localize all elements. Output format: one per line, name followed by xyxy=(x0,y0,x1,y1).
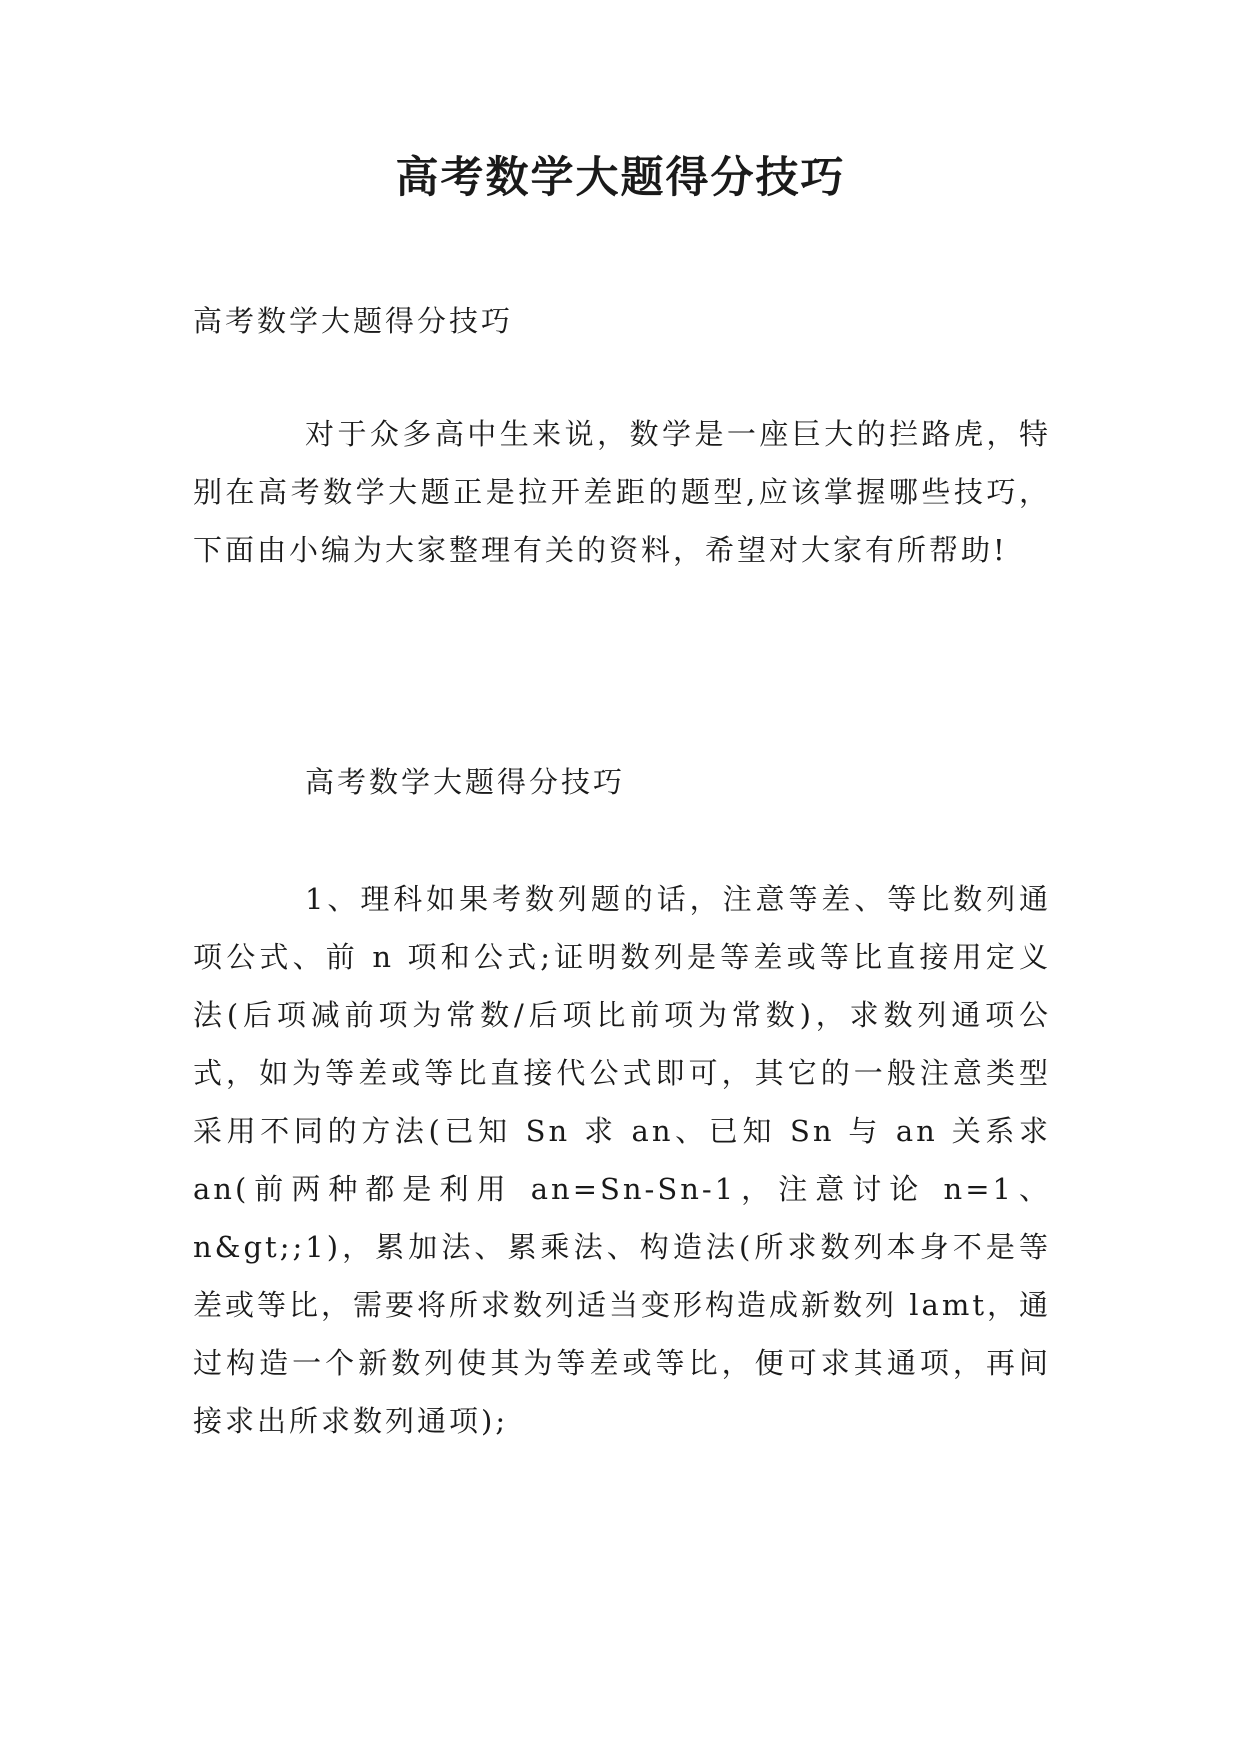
tip-item-1: 1、理科如果考数列题的话，注意等差、等比数列通项公式、前 n 项和公式;证明数列是等差或等比直接用定义法(后项减前项为常数/后项比前项为常数)，求数列通项公式，如为等差或等比直接代公式即可，其它的一般注意类型采用不同的方法(已知 Sn 求 an、已知 Sn 与 an 关系求 an(前两种都是利用 an=Sn-Sn-1，注意讨论 n=1、n&gt;;1)，累加法、累乘法、构造法(所求数列本身不是等差或等比，需要将所求数列适当变形构造成新数列 lamt，通过构造一个新数列使其为等差或等比，便可求其通项，再间接求出所求数列通项); xyxy=(193,882,1051,1438)
document-subtitle: 高考数学大题得分技巧 xyxy=(193,304,514,338)
section-heading: 高考数学大题得分技巧 xyxy=(305,765,626,799)
intro-paragraph: 对于众多高中生来说，数学是一座巨大的拦路虎，特别在高考数学大题正是拉开差距的题型,应该掌握哪些技巧，下面由小编为大家整理有关的资料，希望对大家有所帮助! xyxy=(193,417,1051,567)
document-title: 高考数学大题得分技巧 xyxy=(395,153,846,203)
